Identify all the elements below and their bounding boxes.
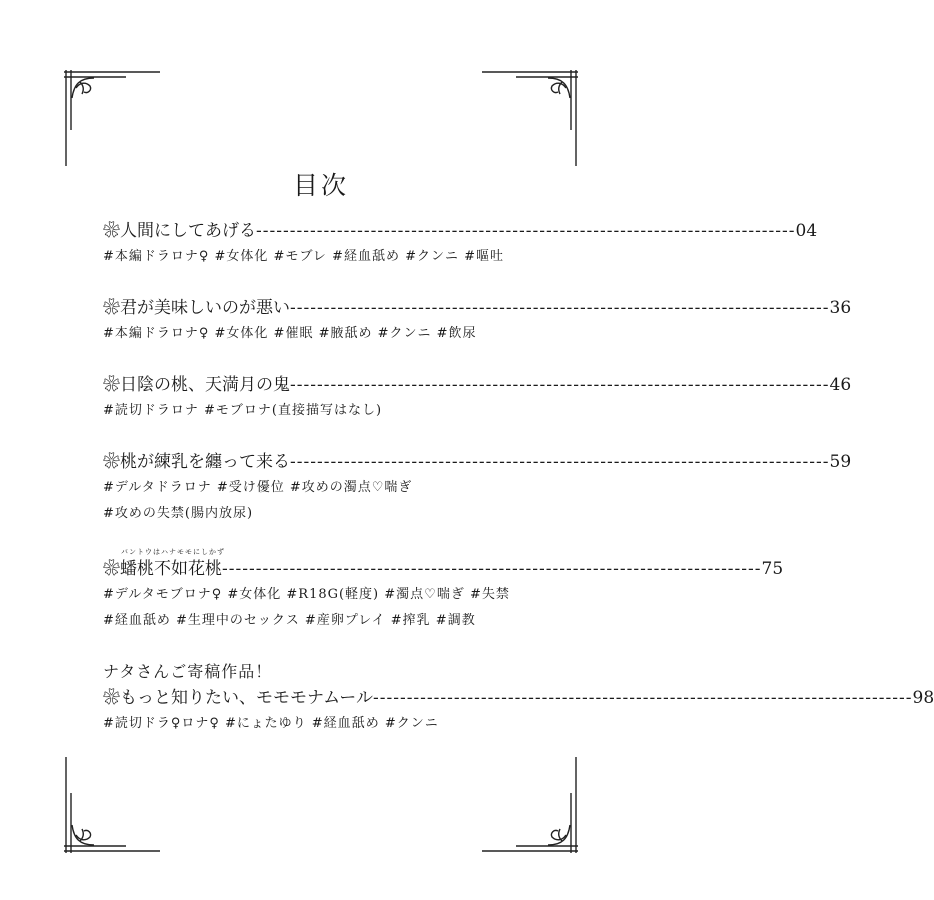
contribution-heading: ナタさんご寄稿作品！ bbox=[103, 662, 273, 681]
toc-entry-title: ❀日陰の桃、天満月の鬼 bbox=[103, 375, 290, 395]
table-of-contents bbox=[103, 218, 934, 737]
toc-entry bbox=[103, 372, 852, 424]
toc-tags: #読切ドラ♀ロナ♀ #にょたゆり #経血舐め #クンニ bbox=[103, 716, 439, 731]
toc-page-number: 36 bbox=[829, 298, 852, 318]
toc-tags: #攻めの失禁(腸内放尿) bbox=[103, 506, 254, 521]
toc-contribution bbox=[103, 659, 934, 737]
toc-entry-line[interactable] bbox=[103, 295, 852, 321]
toc-entry-ruby: バントウはハナモモにしかず bbox=[121, 548, 225, 556]
toc-entry-title: ❀人間にしてあげる bbox=[103, 221, 256, 241]
toc-page-number: 59 bbox=[829, 452, 852, 472]
toc-page-number: 04 bbox=[795, 221, 818, 241]
corner-ornament-top-left bbox=[62, 68, 162, 168]
toc-entry-title: ❀もっと知りたい、モモモナムール bbox=[103, 688, 373, 708]
toc-entry-line[interactable] bbox=[103, 218, 818, 244]
toc-leader: -------------------------------------------------------------------------------- bbox=[256, 221, 796, 241]
toc-entry-line[interactable] bbox=[103, 372, 852, 398]
toc-entry-title: ❀君が美味しいのが悪い bbox=[103, 298, 290, 318]
corner-ornament-bottom-right bbox=[480, 755, 580, 855]
toc-tags: #読切ドラロナ #モブロナ(直接描写はなし) bbox=[103, 403, 383, 418]
toc-entry-line[interactable] bbox=[103, 449, 852, 475]
corner-ornament-bottom-left bbox=[62, 755, 162, 855]
toc-entry-line[interactable] bbox=[103, 685, 934, 711]
page-title: 目次 bbox=[292, 171, 349, 200]
toc-entry bbox=[103, 218, 818, 270]
toc-entry-title: ❀蟠桃不如花桃 bbox=[103, 559, 222, 579]
toc-tags: #デルタモブロナ♀ #女体化 #R18G(軽度) #濁点♡喘ぎ #失禁 bbox=[103, 587, 510, 602]
toc-entry bbox=[103, 548, 784, 634]
toc-tags: #本編ドラロナ♀ #女体化 #催眠 #腋舐め #クンニ #飲尿 bbox=[103, 326, 477, 341]
toc-page-number: 98 bbox=[912, 688, 934, 708]
toc-leader: -------------------------------------------------------------------------------- bbox=[290, 298, 830, 318]
toc-leader: -------------------------------------------------------------------------------- bbox=[290, 452, 830, 472]
toc-page-number: 46 bbox=[829, 375, 852, 395]
toc-tags: #本編ドラロナ♀ #女体化 #モブレ #経血舐め #クンニ #嘔吐 bbox=[103, 249, 504, 264]
toc-leader: -------------------------------------------------------------------------------- bbox=[372, 688, 913, 708]
toc-tags: #デルタドラロナ #受け優位 #攻めの濁点♡喘ぎ bbox=[103, 480, 413, 495]
toc-page-number: 75 bbox=[761, 559, 784, 579]
toc-leader: -------------------------------------------------------------------------------- bbox=[290, 375, 830, 395]
toc-entry bbox=[103, 449, 852, 527]
toc-entry bbox=[103, 295, 852, 347]
toc-entry-title: ❀桃が練乳を纏って来る bbox=[103, 452, 290, 472]
toc-tags: #経血舐め #生理中のセックス #産卵プレイ #搾乳 #調教 bbox=[103, 613, 476, 628]
toc-entry-line[interactable] bbox=[103, 556, 784, 582]
toc-leader: -------------------------------------------------------------------------------- bbox=[222, 559, 762, 579]
corner-ornament-top-right bbox=[480, 68, 580, 168]
